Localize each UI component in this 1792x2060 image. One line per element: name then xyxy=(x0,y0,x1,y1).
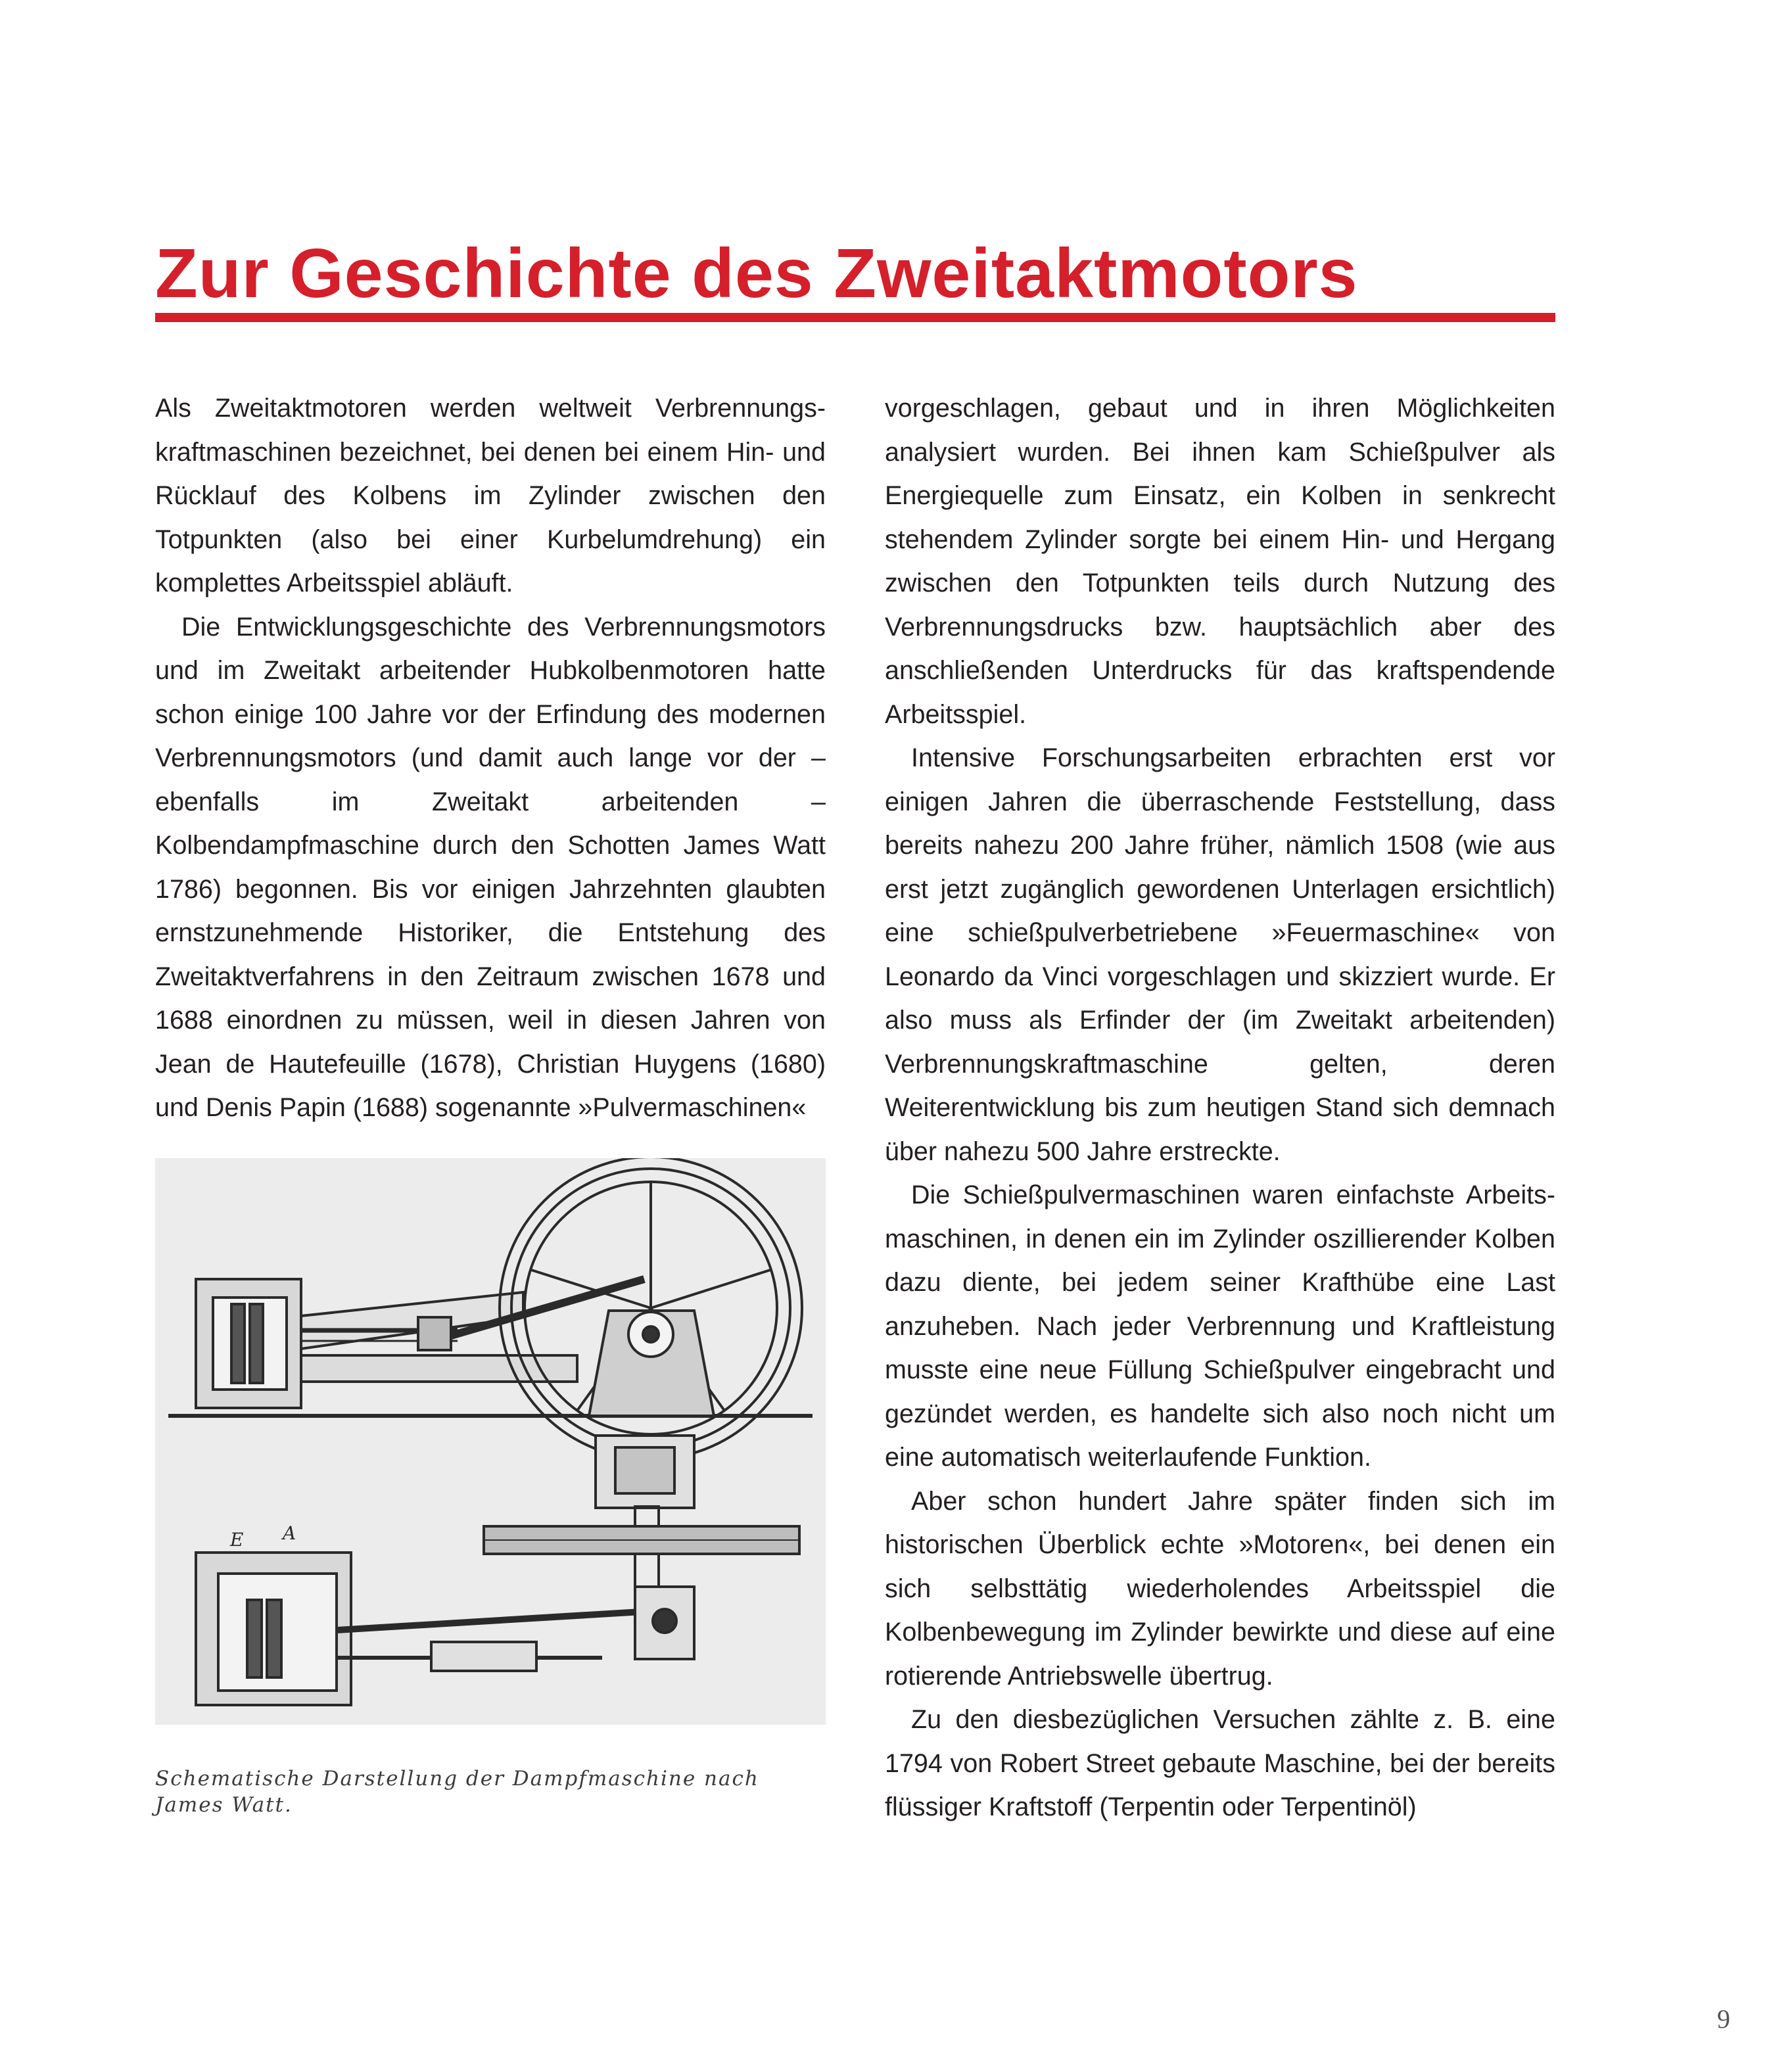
paragraph: Intensive Forschungsarbeiten erbrachten erst vor einigen Jahren die überraschende Feststellung, dass bereits nahezu 200 Jahre früher, nämlich 1508 (wie aus erst jetzt zugänglich gewordenen Unterlagen ersichtlich) eine schießpulverbetriebene »Feuermaschine« von Leonardo da Vinci vorgeschlagen und skizziert wurde. Er also muss als Erfinder der (im Zweitakt arbeitenden) Verbrennungskraftmaschine gelten, deren Weiterentwicklung bis zum heutigen Stand sich demnach über nahezu 500 Jahre erstreckte. xyxy=(885,743,1555,1166)
paragraph: Aber schon hundert Jahre später finden sich im historischen Überblick echte »Motoren«, bei denen ein sich selbsttätig wiederholendes Arbeitsspiel die Kolbenbewegung im Zylinder bewirkte und diese auf eine rotierende Antriebswelle übertrug. xyxy=(885,1486,1555,1691)
paragraph: Die Entwicklungsgeschichte des Verbrennungsmotors und im Zweitakt arbeitender Hubkolbenmotoren hatte schon einige 100 Jahre vor der Erfindung des modernen Verbrennungsmotors (und damit auch lange vor der – ebenfalls im Zweitakt arbeitenden – Kolbendampfmaschine durch den Schotten James Watt 1786) begonnen. Bis vor einigen Jahrzehnten glaubten ernstzunehmende Historiker, die Entstehung des Zweitaktverfahrens in den Zeitraum zwischen 1678 und 1688 einordnen zu müssen, weil in diesen Jahren von Jean de Hautefeuille (1678), Christian Huygens (1680) und Denis Papin (1688) sogenannte »Pulvermaschinen« xyxy=(155,612,826,1122)
label-e: E xyxy=(230,1529,244,1551)
label-a: A xyxy=(283,1522,296,1544)
paragraph: Als Zweitaktmotoren werden weltweit Verbrennungskraftmaschinen bezeichnet, bei denen bei einem Hin- und Rücklauf des Kolbens im Zylinder zwischen den Totpunkten (also bei einer Kurbelumdrehung) ein komplettes Arbeitsspiel abläuft. xyxy=(155,394,826,597)
left-column xyxy=(155,386,826,1130)
page-number: 9 xyxy=(1717,2004,1730,2034)
title-underline xyxy=(155,313,1555,322)
right-column xyxy=(885,386,1555,1829)
steam-engine-drawing xyxy=(155,1158,826,1725)
paragraph: vorgeschlagen, gebaut und in ihren Möglichkeiten analysiert wurden. Bei ihnen kam Schießpulver als Energiequelle zum Einsatz, ein Kolben in senkrecht stehendem Zylinder sorgte bei einem Hin- und Hergang zwischen den Totpunkten teils durch Nutzung des Verbrennungsdrucks bzw. hauptsächlich aber des anschließenden Unterdrucks für das kraftspendende Arbeitsspiel. xyxy=(885,394,1555,729)
paragraph: Die Schießpulvermaschinen waren einfachste Arbeitsmaschinen, in denen ein im Zylinder oszillierender Kolben dazu diente, bei jedem seiner Krafthübe eine Last anzuheben. Nach jeder Verbrennung und Kraftleistung musste eine neue Füllung Schießpulver eingebracht und gezündet werden, es handelte sich also noch nicht um eine automatisch weiterlaufende Funktion. xyxy=(885,1181,1555,1472)
figure-caption: Schematische Darstellung der Dampfmaschine nach James Watt. xyxy=(155,1767,759,1817)
steam-engine-illustration xyxy=(155,1158,826,1725)
paragraph: Zu den diesbezüglichen Versuchen zählte z. B. eine 1794 von Robert Street gebaute Maschine, bei der bereits flüssiger Kraftstoff (Terpentin oder Terpentinöl) xyxy=(885,1705,1555,1821)
page-title: Zur Geschichte des Zweitaktmotors xyxy=(155,235,1358,312)
